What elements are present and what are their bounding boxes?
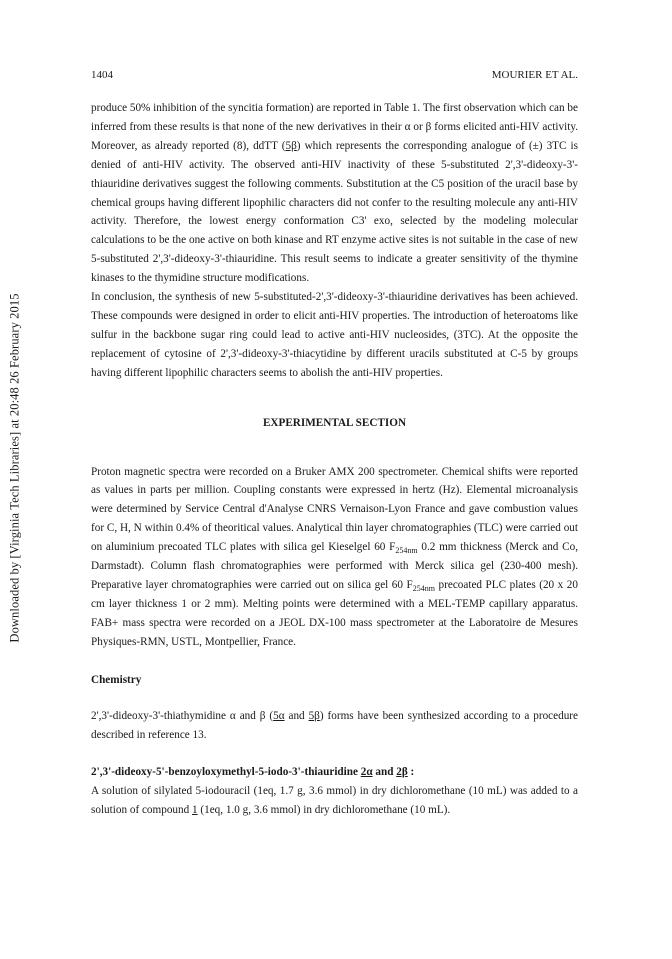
compound-heading-text: 2',3'-dideoxy-5'-benzoyloxymethyl-5-iodo-3'-thiauridine: [91, 766, 361, 779]
results-paragraph: [91, 99, 578, 288]
wavelength-subscript-1: 254nm: [395, 546, 418, 556]
results-text-cont: ) which represents the corresponding analogue of (±) 3TC is denied of anti-HIV activity. The observed anti-HIV inactivity of these 5-substituted 2',3'-dideoxy-3'-thiauridine derivatives suggest the following comments. Substitution at the C5 position of the uracil base by chemical groups having different lipophilic characters did not confer to the resulting molecule any anti-HIV activity. Therefore, the lowest energy conformation C3' exo, selected by the modeling molecular calculations to be the one active on both kinase and RT enzyme active sites is not suitable in the case of new 5-substituted 2',3'-dideoxy-3'-thiauridine. This result seems to indicate a greater sensitivity of the thymine kinases to the thymidine structure modifications.: [91, 139, 578, 285]
page-number: 1404: [91, 69, 113, 81]
page-header: [91, 69, 578, 81]
compound-ref: 5β: [285, 139, 297, 152]
conclusion-paragraph: In conclusion, the synthesis of new 5-substituted-2',3'-dideoxy-3'-thiauridine derivatives has been achieved. These compounds were designed in order to elicit anti-HIV properties. The introduction of heteroatoms like sulfur in the backbone sugar ring could lead to active anti-HIV nucleosides, (3TC). At the opposite the replacement of cytosine of 2',3'-dideoxy-3'-thiacytidine by different uracils substituted at C-5 by groups having different lipophilic characters seems to abolish the anti-HIV properties.: [91, 291, 578, 379]
chemistry-paragraph: [91, 707, 578, 745]
download-watermark-text: Downloaded by [Virginia Tech Libraries] at 20:48 26 February 2015: [7, 293, 22, 643]
experimental-text-1: Proton magnetic spectra were recorded on a Bruker AMX 200 spectrometer. Chemical shifts were reported as values in parts per million. Coupling constants were expressed in hertz (Hz). Elemental microanalysis were determined by Service Central d'Analyse CNRS Vernaison-Lyon France and gave combustion values for C, H, N within 0.4% of theoritical values. Analytical thin layer chromatographies (TLC) were carried out on aluminium precoated TLC plates with silica gel Kieselgel 60 F: [91, 465, 578, 554]
procedure-text-1: A solution of silylated 5-iodouracil (1eq, 1.7 g, 3.6 mmol) in dry dichloromethane (10 mL) was added to a solution of compound: [91, 785, 578, 817]
compound-ref: 2α: [360, 766, 373, 779]
procedure-paragraph: [91, 782, 578, 820]
compound-ref: 5β: [308, 710, 320, 723]
chemistry-text-1: 2',3'-dideoxy-3'-thiathymidine α and β (: [91, 710, 274, 723]
compound-ref: 2β: [396, 766, 408, 779]
compound-heading-colon: :: [407, 766, 415, 779]
download-watermark: [4, 288, 26, 648]
compound-heading: [91, 763, 578, 782]
experimental-section-heading: EXPERIMENTAL SECTION: [262, 416, 407, 429]
compound-ref: 5α: [273, 710, 285, 723]
chemistry-text-3: ) forms have been synthesized according to a procedure described in reference 13.: [91, 710, 578, 742]
experimental-text-3: precoated PLC plates (20 x 20 cm layer thickness 1 or 2 mm). Melting points were determined with a MEL-TEMP capillary apparatus. FAB+ mass spectra were recorded on a JEOL DX-100 mass spectrometer at the Laboratoire de Mesures Physiques-RMN, USTL, Montpellier, France.: [91, 578, 578, 648]
compound-ref: 1: [192, 804, 198, 817]
experimental-text-2: 0.2 mm thickness (Merck and Co, Darmstadt). Column flash chromatographies were performed with Merck silica gel (230-400 mesh). Preparative layer chromatographies were carried out on silica gel 60 F: [91, 541, 578, 591]
wavelength-subscript-2: 254nm: [412, 584, 435, 594]
page-body: [91, 99, 578, 820]
experimental-paragraph: [91, 463, 578, 652]
results-text: produce 50% inhibition of the syncitia formation) are reported in Table 1. The first observation which can be inferred from these results is that none of the new derivatives in their α or β forms elicited anti-HIV activity. Moreover, as already reported (8), ddTT (: [91, 102, 578, 152]
chemistry-text-2: and: [284, 710, 309, 723]
procedure-text-2: (1eq, 1.0 g, 3.6 mmol) in dry dichloromethane (10 mL).: [197, 804, 451, 817]
running-title: MOURIER ET AL.: [491, 69, 578, 81]
chemistry-heading: Chemistry: [91, 673, 142, 686]
compound-heading-and: and: [372, 766, 397, 779]
